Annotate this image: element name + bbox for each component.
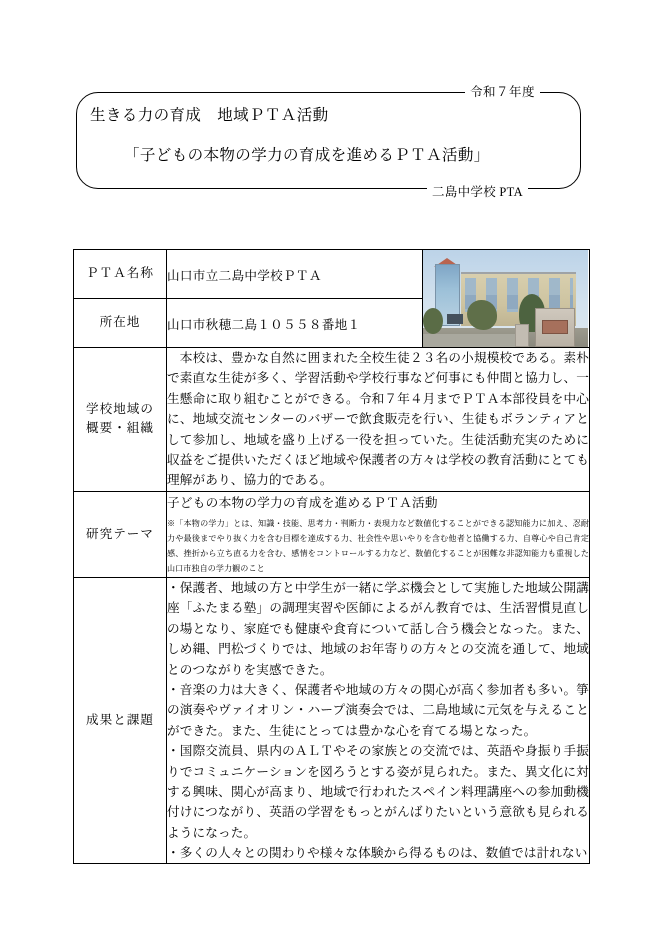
row-label-results: 成果と課題 [74, 578, 167, 864]
document-title-secondary: 「子どもの本物の学力の育成を進めるＰＴＡ活動」 [124, 147, 490, 164]
row-label-overview [74, 348, 167, 492]
table-row-research-theme [74, 491, 590, 577]
school-photo-cell [423, 250, 590, 348]
table-row-overview [74, 348, 590, 492]
row-value-address: 山口市秋穂二島１０５５８番地１ [167, 299, 423, 348]
row-value-results [167, 578, 590, 864]
photo-tree-far-left [423, 308, 443, 334]
pta-activity-table [73, 249, 590, 864]
fiscal-year-label: 令和７年度 [465, 82, 540, 100]
organization-name: 二島中学校 PTA [427, 182, 528, 200]
overview-paragraph: 本校は、豊かな自然に囲まれた全校生徒２３名の小規模校である。素朴で素直な生徒が多く、学習活動や学校行事など何事にも仲間と協力し、一生懸命に取り組むことができる。令和７年４月までＰＴＡ本部役員を中心に、地域交流センターのバザーで飲食販売を行い、生徒もボランティアとして参加し、地域を盛り上げる一役を担っていた。生徒活動充実のために収益をご提供いただくほど地域や保護者の方々は学校の教育活動にとても理解があり、協力的である。 [167, 351, 589, 488]
results-paragraph-2: ・音楽の力は大きく、保護者や地域の方々の関心が高く参加者も多い。箏の演奏やヴァイオリン・ハープ演奏会では、二島地域に元気を与えることができた。また、生徒にとっては豊かな心を育てる場となった。 [167, 682, 589, 738]
row-label-pta-name: ＰＴＡ名称 [74, 250, 167, 299]
document-title-primary: 生きる力の育成 地域ＰＴＡ活動 [90, 107, 329, 124]
photo-tree-left [467, 300, 497, 330]
row-label-address: 所在地 [74, 299, 167, 348]
row-value-overview [167, 348, 590, 492]
research-theme-footnote: ※「本物の学力」とは、知識・技能、思考力・判断力・表現力など数値化することができる認知能力に加え、忍耐力や最後までやり抜く力を含む目標を達成する力、社会性や思いやりを含む他者と協働する力、自尊心や自己肯定感、挫折から立ち直る力を含む、感情をコントロールする力など、数値化することが困難な非認知能力も重視した山口市独自の学力観のこと [167, 519, 589, 574]
document-header [0, 0, 662, 230]
row-label-overview-line2: 概要・組織 [86, 421, 154, 436]
row-value-research-theme [167, 491, 590, 577]
photo-gate-pillar [515, 324, 529, 347]
row-label-research-theme: 研究テーマ [74, 491, 167, 577]
table-row-results [74, 578, 590, 864]
photo-monument-plate [542, 320, 568, 334]
school-building-photo [423, 250, 588, 347]
results-paragraph-4: ・多くの人々との関わりや様々な体験から得るものは、数値では計れない [167, 846, 588, 861]
results-paragraph-1: ・保護者、地域の方と中学生が一緒に学ぶ機会として実施した地域公開講座「ふたまる塾」の調理実習や医師によるがん教育では、生活習慣見直しの場となり、家庭でも健康や食育について話し合う機会となった。また、しめ縄、門松づくりでは、地域のお年寄りの方々との交流を通して、地域とのつながりを実感できた。 [167, 581, 589, 677]
research-theme-title: 子どもの本物の学力の育成を進めるＰＴＡ活動 [167, 495, 438, 510]
table-row-pta-name [74, 250, 590, 299]
results-paragraph-3: ・国際交流員、県内のＡＬＴやその家族との交流では、英語や身振り手振りでコミュニケーションを図ろうとする姿が見られた。また、異文化に対する興味、関心が高まり、地域で行われたスペイン料理講座への参加動機付けにつながり、英語の学習をもっとがんばりたいという意欲も見られるようになった。 [167, 744, 589, 840]
row-label-overview-line1: 学校地域の [86, 401, 154, 416]
row-value-pta-name: 山口市立二島中学校ＰＴＡ [167, 250, 423, 299]
photo-sign-board [447, 314, 463, 324]
photo-road [423, 334, 521, 347]
